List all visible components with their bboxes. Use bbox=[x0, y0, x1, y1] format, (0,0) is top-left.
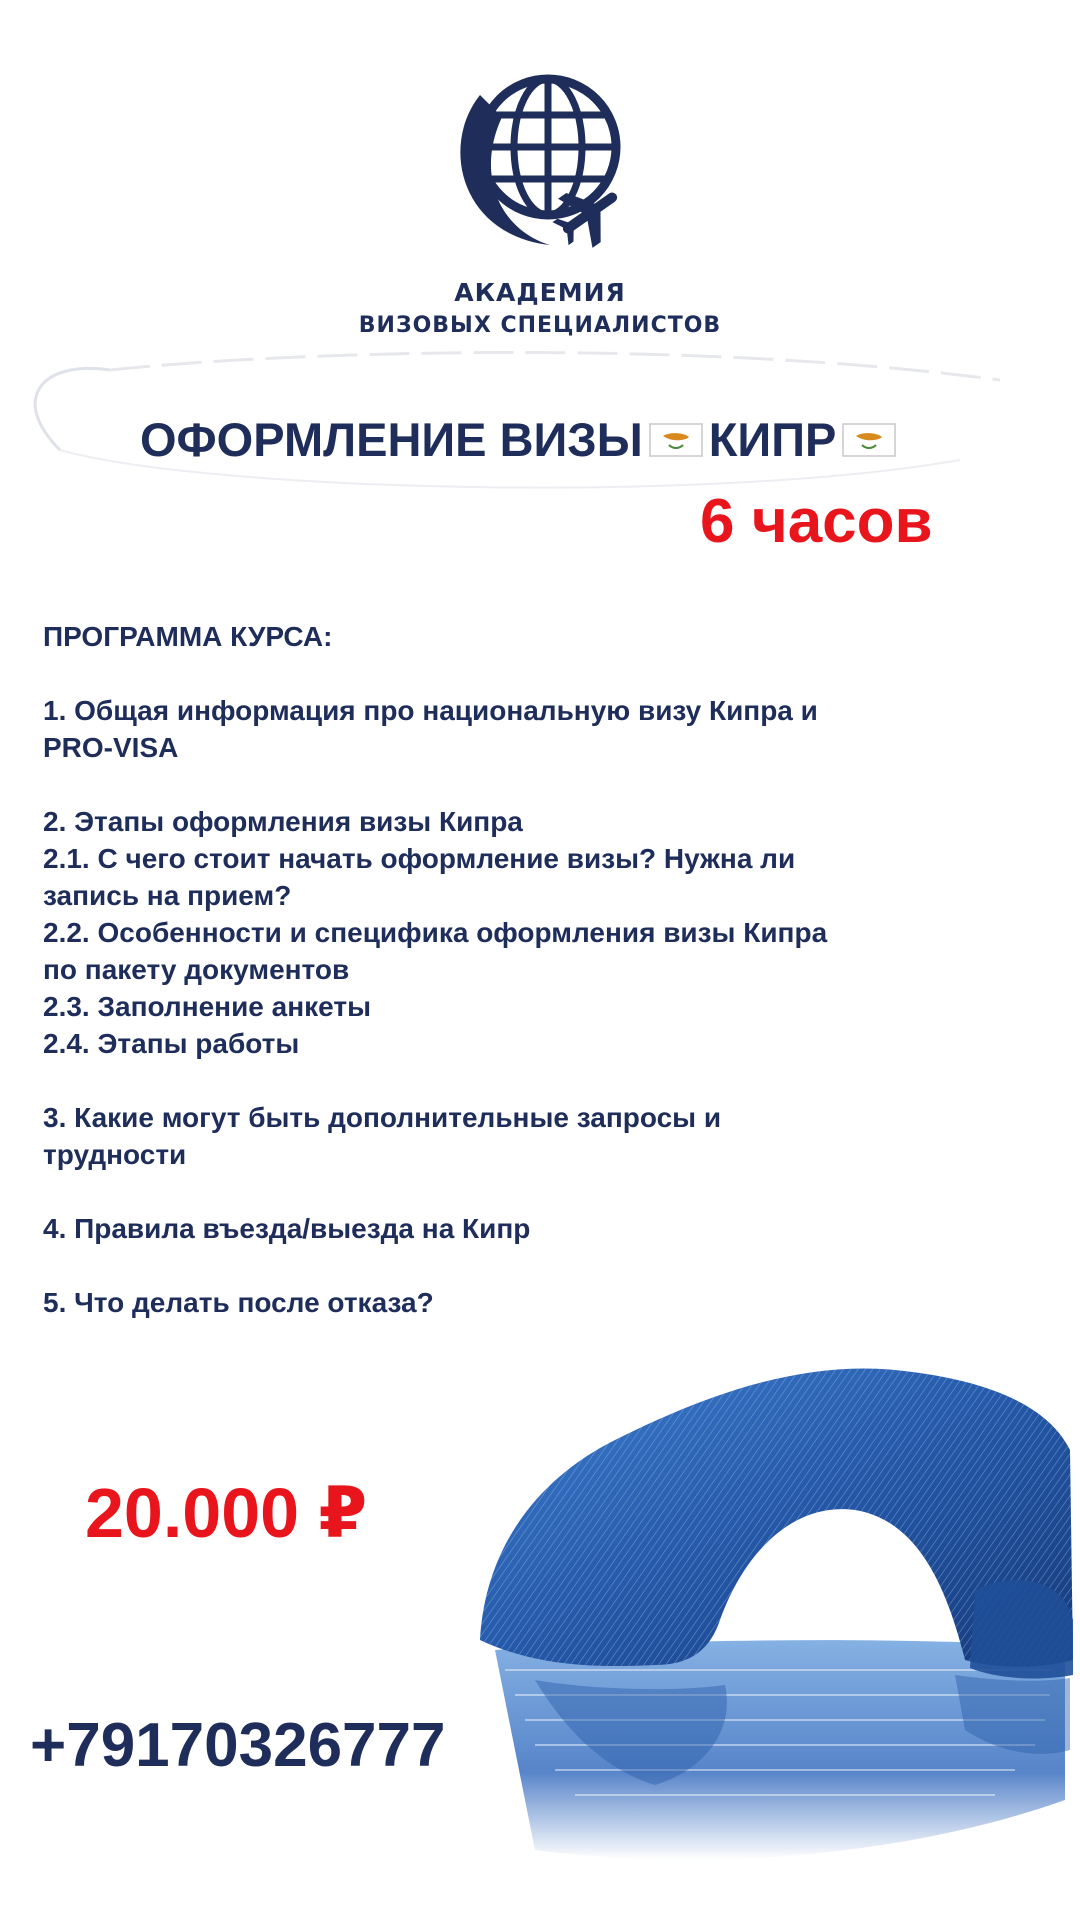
title-text-part2: КИПР bbox=[708, 413, 837, 466]
contact-phone: +79170326777 bbox=[30, 1711, 446, 1780]
program-item-2-4: 2.4. Этапы работы bbox=[43, 1028, 300, 1059]
sea-rock-arch-illustration bbox=[475, 1330, 1075, 1890]
title-text-part1: ОФОРМЛЕНИЕ ВИЗЫ bbox=[140, 413, 643, 466]
program-item-3-line2: трудности bbox=[43, 1139, 187, 1170]
program-item-2-1-line2: запись на прием? bbox=[43, 880, 292, 911]
program-item-2-2-line1: 2.2. Особенности и специфика оформления визы Кипра bbox=[43, 917, 828, 948]
program-item-1-line2: PRO-VISA bbox=[43, 732, 179, 763]
main-title bbox=[140, 412, 1000, 467]
cyprus-flag-icon bbox=[842, 423, 896, 457]
program-item-2-3: 2.3. Заполнение анкеты bbox=[43, 991, 371, 1022]
program-item-4: 4. Правила въезда/выезда на Кипр bbox=[43, 1213, 531, 1244]
program-item-3-line1: 3. Какие могут быть дополнительные запросы и bbox=[43, 1102, 722, 1133]
program-item-2-line1: 2. Этапы оформления визы Кипра bbox=[43, 806, 523, 837]
org-name-line1: АКАДЕМИЯ bbox=[454, 278, 626, 307]
cyprus-flag-icon bbox=[649, 423, 703, 457]
org-name-line2: ВИЗОВЫХ СПЕЦИАЛИСТОВ bbox=[358, 313, 722, 338]
program-item-2-1-line1: 2.1. С чего стоит начать оформление визы? Нужна ли bbox=[43, 843, 796, 874]
course-price: 20.000 ₽ bbox=[85, 1474, 368, 1552]
course-program bbox=[43, 618, 1023, 1321]
program-item-5: 5. Что делать после отказа? bbox=[43, 1287, 434, 1318]
globe-airplane-icon bbox=[440, 55, 640, 270]
program-item-1-line1: 1. Общая информация про национальную визу Кипра и bbox=[43, 695, 818, 726]
program-item-2-2-line2: по пакету документов bbox=[43, 954, 350, 985]
program-heading: ПРОГРАММА КУРСА: bbox=[43, 621, 333, 652]
course-duration: 6 часов bbox=[700, 487, 933, 556]
